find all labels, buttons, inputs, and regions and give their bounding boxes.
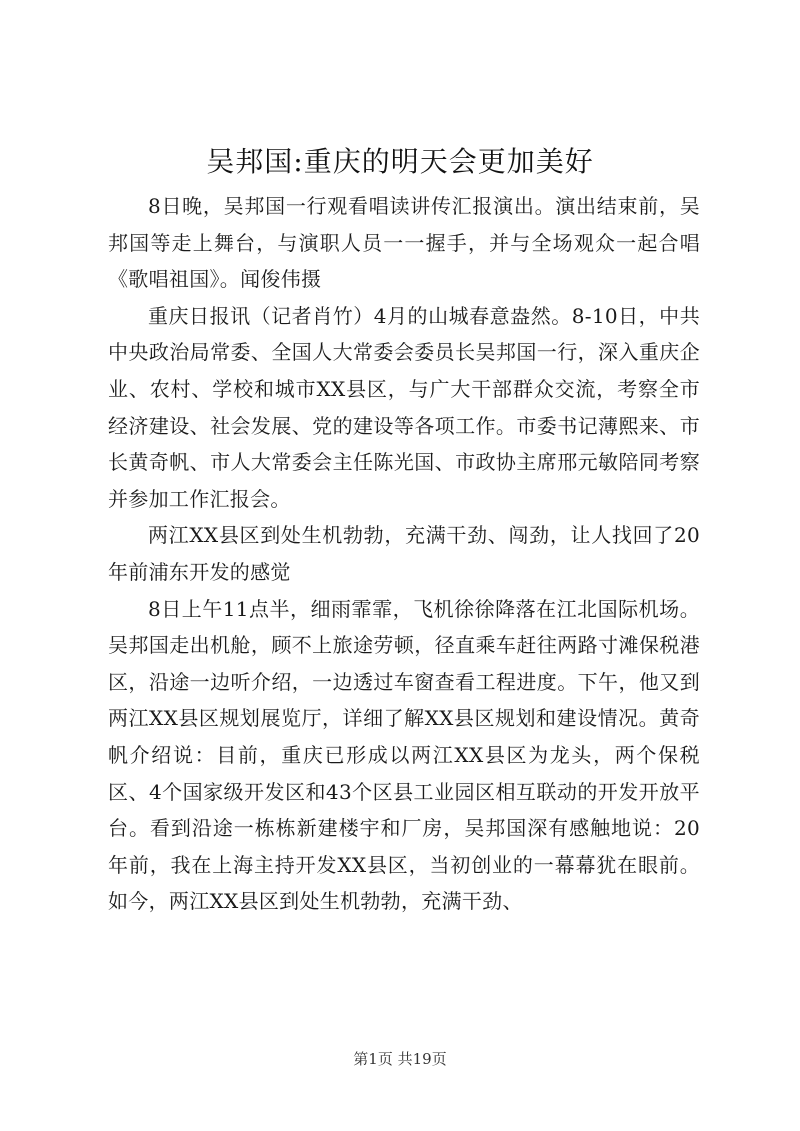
document-body	[108, 188, 700, 920]
paragraph: 重庆日报讯（记者肖竹）4月的山城春意盎然。8-10日，中共中央政治局常委、全国人大常委会委员长吴邦国一行，深入重庆企业、农村、学校和城市XX县区，与广大干部群众交流，考察全市经济建设、社会发展、党的建设等各项工作。市委书记薄熙来、市长黄奇帆、市人大常委会主任陈光国、市政协主席邢元敏陪同考察并参加工作汇报会。	[108, 303, 700, 511]
page-number-footer: 第1页 共19页	[353, 1050, 447, 1068]
paragraph: 8日晚，吴邦国一行观看唱读讲传汇报演出。演出结束前，吴邦国等走上舞台，与演职人员一一握手，并与全场观众一起合唱《歌唱祖国》。闻俊伟摄	[108, 194, 700, 292]
document-title: 吴邦国:重庆的明天会更加美好	[206, 145, 594, 178]
paragraph: 8日上午11点半，细雨霏霏，飞机徐徐降落在江北国际机场。吴邦国走出机舱，顾不上旅途劳顿，径直乘车赶往两路寸滩保税港区，沿途一边听介绍，一边透过车窗查看工程进度。下午，他又到两江XX县区规划展览厅，详细了解XX县区规划和建设情况。黄奇帆介绍说：目前，重庆已形成以两江XX县区为龙头，两个保税区、4个国家级开发区和43个区县工业园区相互联动的开发开放平台。看到沿途一栋栋新建楼宇和厂房，吴邦国深有感触地说：20年前，我在上海主持开发XX县区，当初创业的一幕幕犹在眼前。如今，两江XX县区到处生机勃勃，充满干劲、	[108, 596, 700, 914]
paragraph: 两江XX县区到处生机勃勃，充满干劲、闯劲，让人找回了20年前浦东开发的感觉	[108, 523, 700, 584]
